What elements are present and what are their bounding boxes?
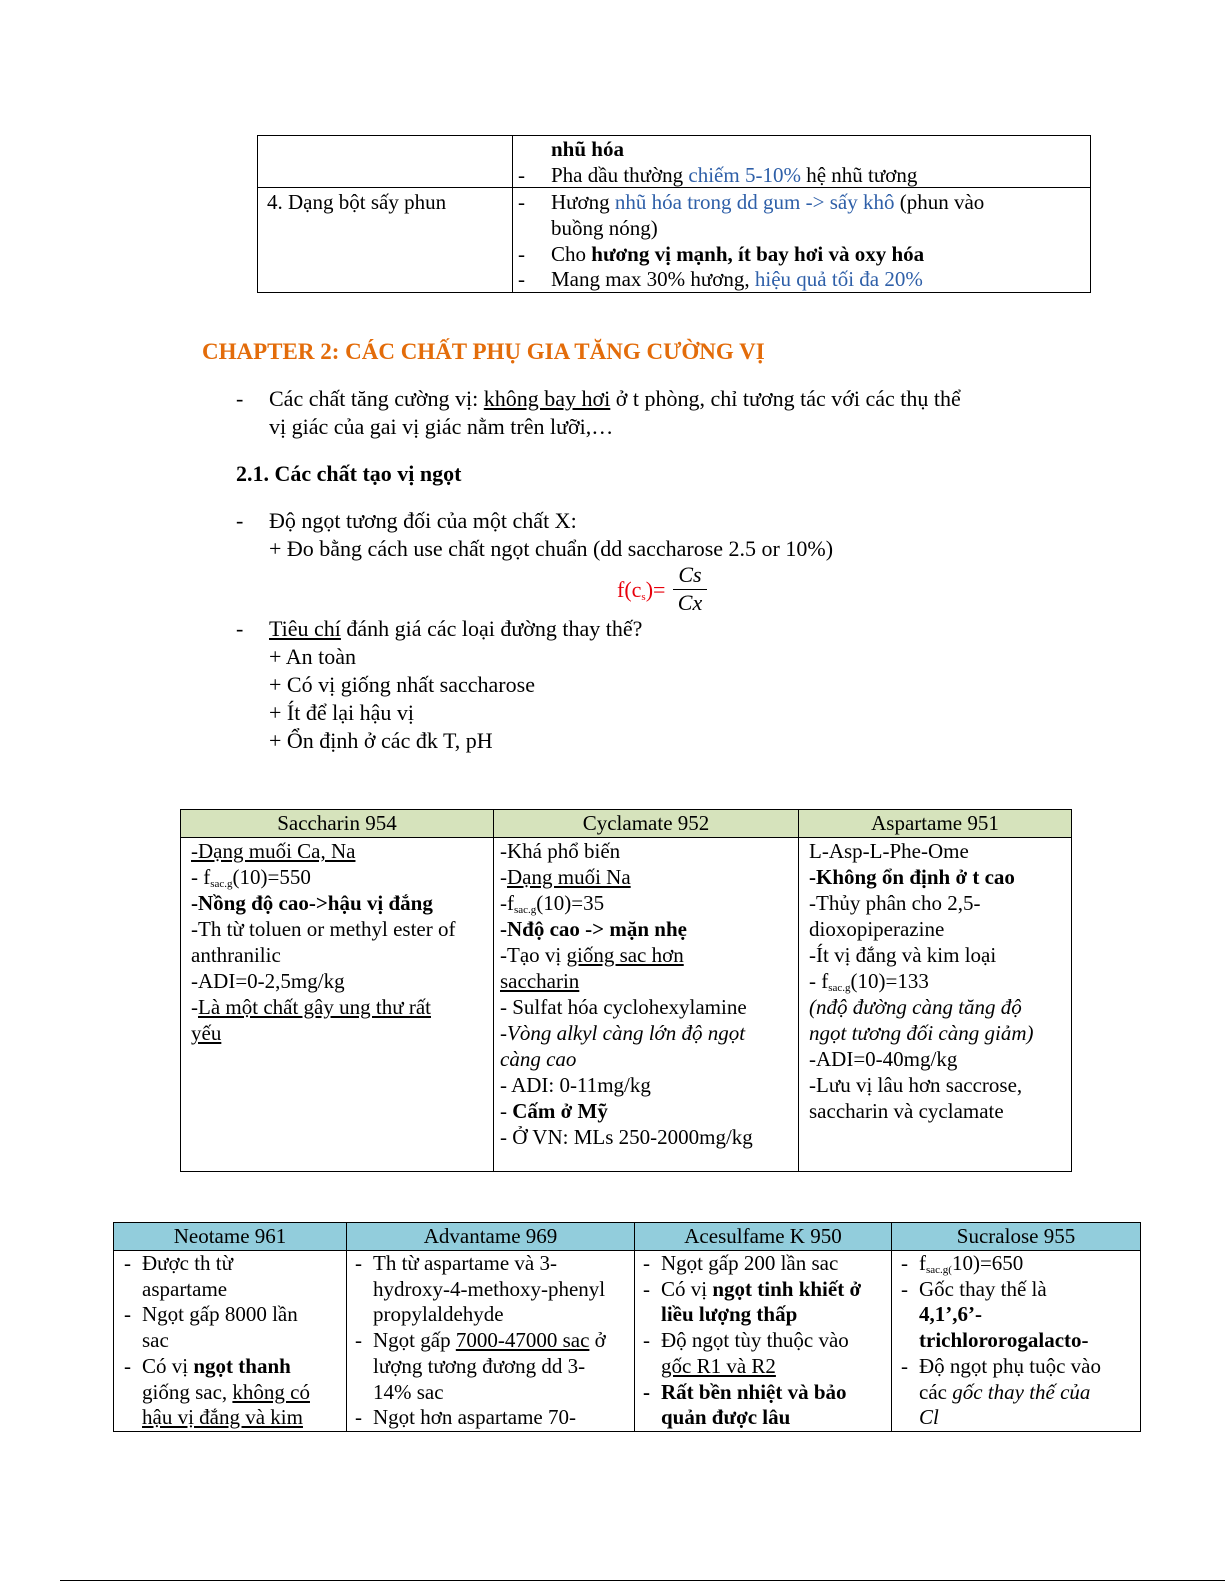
- sweetener-table-2: [113, 1222, 1141, 1432]
- dash: -: [518, 190, 525, 214]
- table1-header: Cyclamate 952: [582, 811, 710, 835]
- t2c3-line: quản được lâu: [661, 1405, 791, 1429]
- t2c1-line: aspartame: [142, 1277, 228, 1301]
- top-row2-line3: Cho hương vị mạnh, ít bay hơi và oxy hóa: [551, 242, 925, 266]
- criteria-line: Tiêu chí đánh giá các loại đường thay thế?: [269, 616, 643, 641]
- t1c1-line: -ADI=0-2,5mg/kg: [191, 969, 345, 993]
- dash: -: [355, 1328, 362, 1352]
- dash: -: [124, 1251, 131, 1275]
- dash: -: [236, 616, 244, 641]
- table2-header: Acesulfame K 950: [684, 1224, 842, 1248]
- t1c1-line: -Là một chất gây ung thư rất: [191, 995, 431, 1019]
- top-table: [257, 135, 1091, 293]
- dash: -: [643, 1328, 650, 1352]
- dash: -: [901, 1354, 908, 1378]
- t2c2-line: propylaldehyde: [373, 1302, 504, 1326]
- t1c1-line: anthranilic: [191, 943, 281, 967]
- t2c4-line: 4,1’,6’-: [919, 1302, 982, 1326]
- criteria-item: + An toàn: [269, 644, 356, 669]
- intro-line1: Các chất tăng cường vị: không bay hơi ở t phòng, chỉ tương tác với các thụ thể: [269, 386, 961, 411]
- t1c3-line: -Thủy phân cho 2,5-: [809, 891, 981, 915]
- table2-header: Sucralose 955: [956, 1224, 1076, 1248]
- table2-header: Advantame 969: [423, 1224, 558, 1248]
- top-row2-line1: Hương nhũ hóa trong dd gum -> sấy khô (phun vào: [551, 190, 985, 214]
- t2c4-line: $f_{sac.g(}10)=650$: [919, 1251, 1024, 1276]
- dash: -: [236, 386, 244, 411]
- relative-line2: + Đo bằng cách use chất ngọt chuẩn (dd saccharose 2.5 or 10%): [269, 536, 834, 561]
- t1c3-line: ngọt tương đối càng giảm): [809, 1021, 1034, 1045]
- t1c3-line: -Ít vị đắng và kim loại: [809, 943, 997, 967]
- t1c2-line: -Tạo vị giống sac hơn: [500, 943, 684, 967]
- t2c1-line: Được th từ: [142, 1251, 234, 1275]
- t2c1-line: hậu vị đắng và kim: [142, 1405, 303, 1429]
- t2c2-line: hydroxy-4-methoxy-phenyl: [373, 1277, 606, 1301]
- dash: -: [518, 163, 525, 187]
- top-row1-line2: Pha dầu thường chiếm 5-10% hệ nhũ tương: [551, 163, 918, 187]
- t1c3-line: -ADI=0-40mg/kg: [809, 1047, 958, 1071]
- t2c1-line: sac: [142, 1328, 169, 1352]
- sweetener-table-1: [180, 809, 1072, 1172]
- formula-numerator: Cs: [678, 562, 702, 587]
- t2c1-line: Ngọt gấp 8000 lần: [142, 1302, 298, 1326]
- t2c3-line: Có vị ngọt tinh khiết ở: [661, 1277, 862, 1301]
- dash: -: [643, 1277, 650, 1301]
- dash: -: [643, 1380, 650, 1404]
- t2c2-line: 14% sac: [373, 1380, 444, 1404]
- t1c2-line: - Sulfat hóa cyclohexylamine: [500, 995, 747, 1019]
- t1c2-line: - ADI: 0-11mg/kg: [500, 1073, 651, 1097]
- t1c1-line: - $f_{sac.g}(10)=550$: [191, 865, 311, 890]
- intro-line2: vị giác của gai vị giác nằm trên lưỡi,…: [269, 414, 614, 439]
- criteria-item: + Ổn định ở các đk T, pH: [269, 728, 493, 753]
- t2c4-line: trichlororogalacto-: [919, 1328, 1089, 1352]
- dash: -: [901, 1251, 908, 1275]
- t1c2-line: -Khá phổ biến: [500, 839, 621, 863]
- dash: -: [355, 1405, 362, 1429]
- top-row2-label: 4. Dạng bột sấy phun: [267, 190, 447, 214]
- chapter-title: CHAPTER 2: CÁC CHẤT PHỤ GIA TĂNG CƯỜNG VỊ: [202, 339, 765, 364]
- criteria-item: + Ít để lại hậu vị: [269, 700, 414, 725]
- t2c2-line: Ngọt hơn aspartame 70-: [373, 1405, 576, 1429]
- t1c3-line: dioxopiperazine: [809, 917, 945, 941]
- t2c2-line: lượng tương đương dd 3-: [373, 1354, 586, 1378]
- dash: -: [124, 1302, 131, 1326]
- formula-denominator: Cx: [677, 590, 703, 615]
- top-row1-bold: nhũ hóa: [551, 137, 624, 161]
- t1c2-line: - Cấm ở Mỹ: [500, 1099, 608, 1123]
- relative-line1: Độ ngọt tương đối của một chất X:: [269, 508, 577, 533]
- t2c1-line: giống sac, không có: [142, 1380, 310, 1404]
- dash: -: [236, 508, 244, 533]
- t2c2-line: Th từ aspartame và 3-: [373, 1251, 557, 1275]
- table1-header: Saccharin 954: [277, 811, 397, 835]
- t1c1-line: -Nồng độ cao->hậu vị đắng: [191, 891, 433, 915]
- dash: -: [518, 267, 525, 291]
- t1c3-line: -Lưu vị lâu hơn saccrose,: [809, 1073, 1023, 1097]
- section-title: 2.1. Các chất tạo vị ngọt: [236, 461, 462, 486]
- dash: -: [901, 1277, 908, 1301]
- t1c1-line: -Th từ toluen or methyl ester of: [191, 917, 456, 941]
- t2c3-line: Ngọt gấp 200 lần sac: [661, 1251, 839, 1275]
- t1c3-line: L-Asp-L-Phe-Ome: [809, 839, 969, 863]
- dash: -: [355, 1251, 362, 1275]
- top-row2-line4: Mang max 30% hương, hiệu quả tối đa 20%: [551, 267, 923, 291]
- t2c4-line: Độ ngọt phụ tuộc vào: [919, 1354, 1101, 1378]
- t2c2-line: Ngọt gấp 7000-47000 sac ở: [373, 1328, 606, 1352]
- top-row2-line2: buồng nóng): [551, 216, 658, 240]
- criteria-item: + Có vị giống nhất saccharose: [269, 672, 535, 697]
- t2c3-line: liều lượng thấp: [661, 1302, 798, 1326]
- t1c2-line: -Nđộ cao -> mặn nhẹ: [500, 917, 687, 941]
- formula-lhs: $f(c_s)=$: [617, 577, 666, 603]
- t1c3-line: -Không ổn định ở t cao: [809, 865, 1015, 889]
- page-bottom-rule: [60, 1580, 1225, 1581]
- dash: -: [518, 242, 525, 266]
- t2c4-line: các gốc thay thế của: [919, 1380, 1091, 1404]
- t1c2-line: -Dạng muối Na: [500, 865, 631, 889]
- t1c2-line: -Vòng alkyl càng lớn độ ngọt: [500, 1021, 746, 1045]
- t2c3-line: Rất bền nhiệt và bảo: [661, 1380, 847, 1404]
- t2c4-line: Cl: [919, 1405, 939, 1429]
- t1c1-line: yếu: [191, 1021, 222, 1045]
- t2c1-line: Có vị ngọt thanh: [142, 1354, 291, 1378]
- t1c2-line: saccharin: [500, 969, 580, 993]
- t1c2-line: càng cao: [500, 1047, 577, 1071]
- table2-header: Neotame 961: [173, 1224, 287, 1248]
- dash: -: [643, 1251, 650, 1275]
- t1c3-line: saccharin và cyclamate: [809, 1099, 1004, 1123]
- t1c2-line: - Ở VN: MLs 250-2000mg/kg: [500, 1125, 753, 1149]
- table1-header: Aspartame 951: [871, 811, 999, 835]
- t1c1-line: -Dạng muối Ca, Na: [191, 839, 356, 863]
- t1c3-line: - $f_{sac.g}(10)=133$: [809, 969, 929, 994]
- t1c2-line: $-f_{sac.g}(10)=35$: [500, 891, 605, 916]
- t2c4-line: Gốc thay thế là: [919, 1277, 1047, 1301]
- t2c3-line: gốc R1 và R2: [661, 1354, 776, 1378]
- t2c3-line: Độ ngọt tùy thuộc vào: [661, 1328, 849, 1352]
- dash: -: [124, 1354, 131, 1378]
- t1c3-line: (nđộ đường càng tăng độ: [809, 995, 1022, 1019]
